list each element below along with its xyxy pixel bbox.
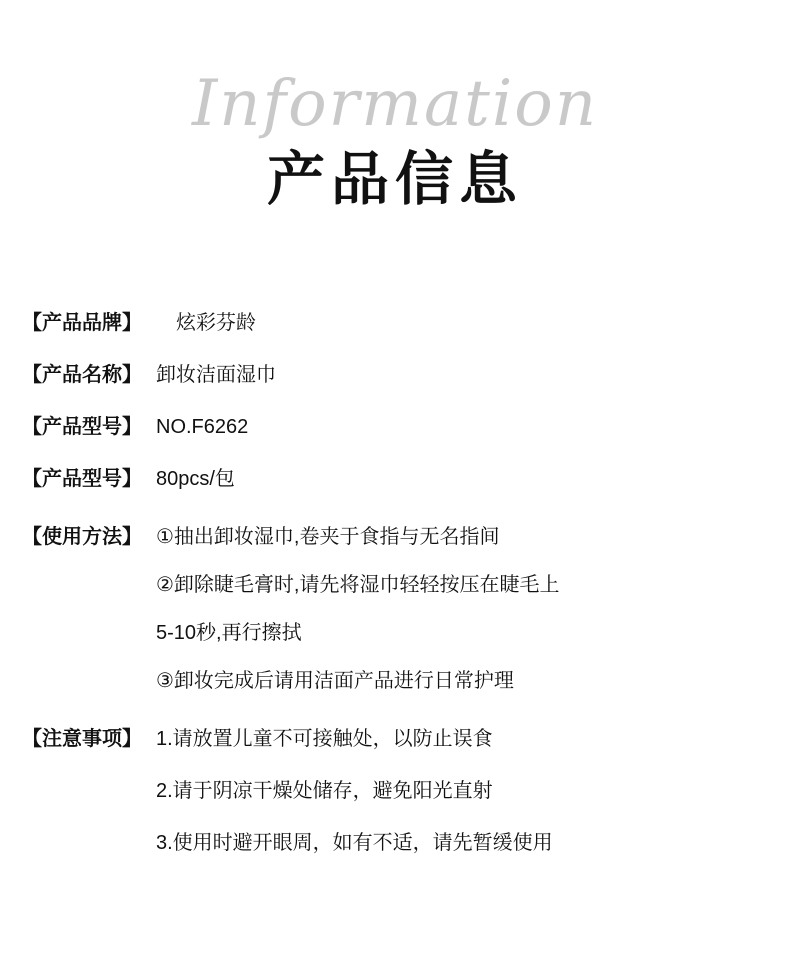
info-label-usage: 【使用方法】 bbox=[22, 526, 142, 548]
note-line: 3.使用时避开眼周，如有不适，请先暂缓使用 bbox=[156, 832, 553, 854]
info-label-notes: 【注意事项】 bbox=[22, 728, 142, 750]
info-row-product-name bbox=[0, 360, 790, 390]
info-value-product-name: 卸妆洁面湿巾 bbox=[156, 364, 276, 386]
product-info-list bbox=[0, 308, 790, 880]
info-value-usage bbox=[148, 522, 790, 696]
info-value-model: NO.F6262 bbox=[156, 416, 249, 438]
info-row-notes bbox=[0, 724, 790, 858]
info-label-brand: 【产品品牌】 bbox=[22, 312, 142, 334]
usage-line: 5-10秒,再行擦拭 bbox=[156, 622, 302, 644]
info-label-model: 【产品型号】 bbox=[22, 416, 142, 438]
info-row-brand bbox=[0, 308, 790, 338]
usage-line: ③卸妆完成后请用洁面产品进行日常护理 bbox=[156, 670, 514, 692]
info-row-usage bbox=[0, 522, 790, 696]
info-value-quantity: 80pcs/包 bbox=[156, 468, 235, 490]
info-row-model bbox=[0, 412, 790, 442]
page-title: 产品信息 bbox=[266, 147, 523, 212]
note-line: 1.请放置儿童不可接触处，以防止误食 bbox=[156, 728, 493, 750]
info-value-notes bbox=[148, 724, 790, 858]
note-line: 2.请于阴凉干燥处储存，避免阳光直射 bbox=[156, 780, 493, 802]
info-label-quantity: 【产品型号】 bbox=[22, 468, 142, 490]
decorative-script-title: Information bbox=[191, 67, 599, 141]
usage-line: ②卸除睫毛膏时,请先将湿巾轻轻按压在睫毛上 bbox=[156, 574, 560, 596]
page-header bbox=[0, 0, 790, 270]
info-label-product-name: 【产品名称】 bbox=[22, 364, 142, 386]
info-row-quantity bbox=[0, 464, 790, 494]
usage-line: ①抽出卸妆湿巾,卷夹于食指与无名指间 bbox=[156, 526, 500, 548]
info-value-brand: 炫彩芬龄 bbox=[176, 312, 256, 334]
